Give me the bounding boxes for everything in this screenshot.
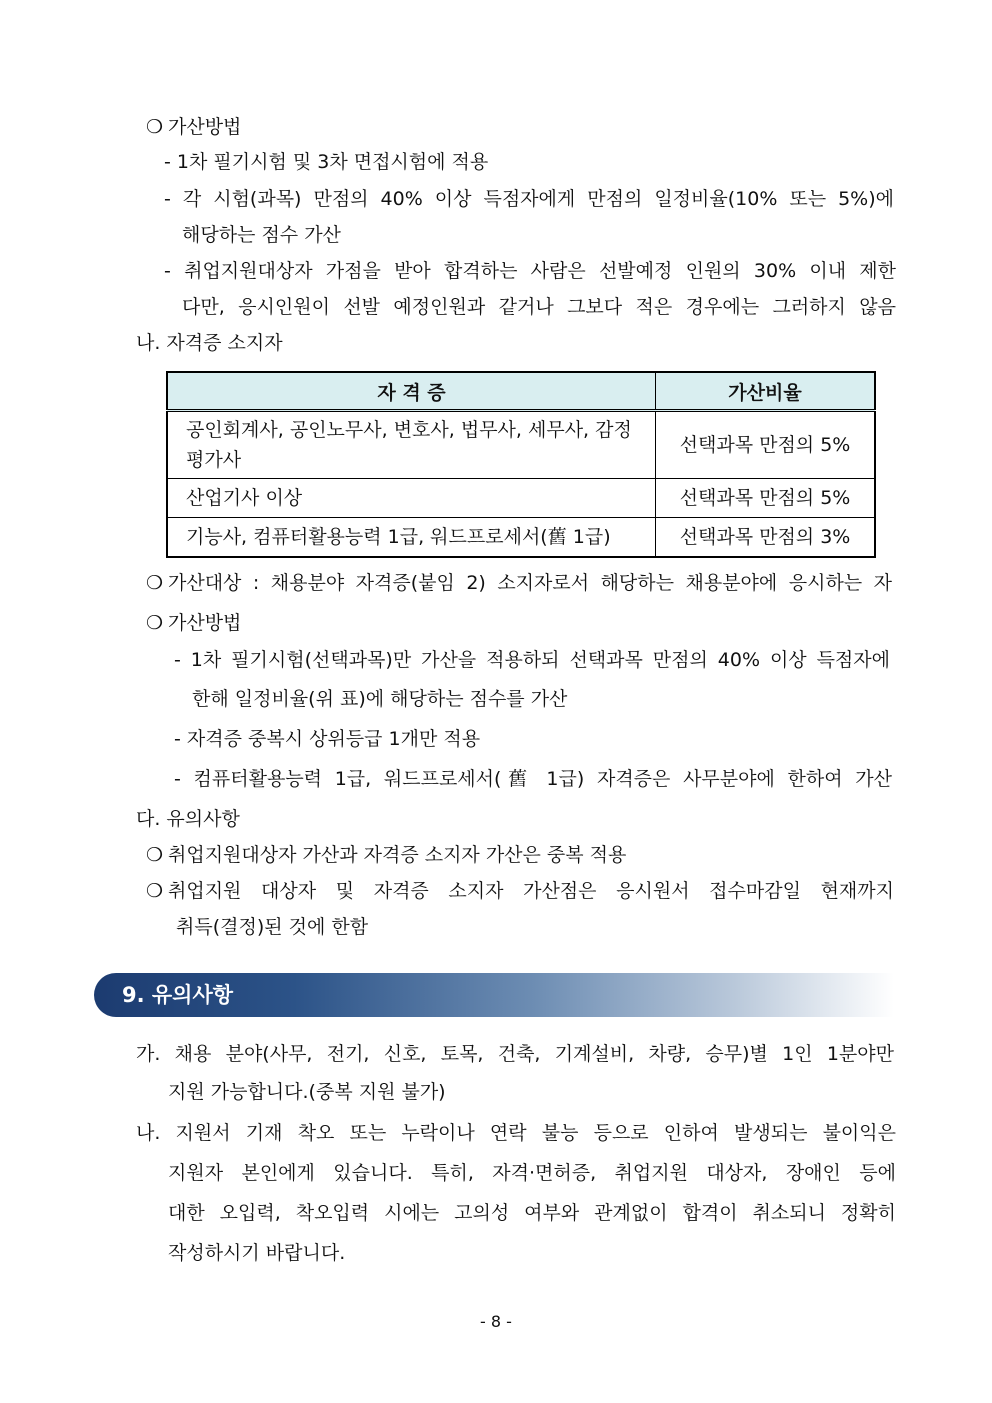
text-line: 한해 일정비율(위 표)에 해당하는 점수를 가산 [192,688,568,710]
text-line: ❍ 가산방법 [146,612,242,634]
circle-bullet-icon: ❍ [146,116,164,138]
text-line: 가. 채용 분야(사무, 전기, 신호, 토목, 건축, 기계설비, 차량, 승무)별 1인 1분야만 [136,1043,894,1065]
text-line: ❍ 취업지원 대상자 및 자격증 소지자 가산점은 응시원서 접수마감일 현재까지 [146,880,894,902]
text-line: - 1차 필기시험(선택과목)만 가산을 적용하되 선택과목 만점의 40% 이상 득점자에 [174,649,890,671]
circle-bullet-icon: ❍ [146,612,164,634]
table-cell: 선택과목 만점의 3% [656,518,876,558]
text-line: - 1차 필기시험 및 3차 면접시험에 적용 [164,151,489,173]
text-line: 취득(결정)된 것에 한함 [176,916,369,938]
circle-bullet-icon: ❍ [146,844,164,866]
table-header: 자 격 증 [167,372,656,411]
table-cell: 선택과목 만점의 5% [656,479,876,518]
table-cell: 산업기사 이상 [167,479,656,518]
text-line: 대한 오입력, 착오입력 시에는 고의성 여부와 관계없이 합격이 취소되니 정확히 [168,1202,896,1224]
text-line: 해당하는 점수 가산 [182,224,341,246]
text-line: 작성하시기 바랍니다. [168,1242,346,1264]
text-line: - 자격증 중복시 상위등급 1개만 적용 [174,728,481,750]
table-header-row [167,372,875,411]
text-line: 지원자 본인에게 있습니다. 특히, 자격·면허증, 취업지원 대상자, 장애인 등에 [168,1162,896,1184]
text-line: - 각 시험(과목) 만점의 40% 이상 득점자에게 만점의 일정비율(10% 또는 5%)에 [164,188,894,210]
certificate-table [166,371,876,558]
table-row [167,411,875,479]
table-cell: 공인회계사, 공인노무사, 변호사, 법무사, 세무사, 감정평가사 [167,411,656,479]
text-line: 지원 가능합니다.(중복 지원 불가) [168,1081,446,1103]
subsection-heading: 나. 자격증 소지자 [136,332,283,354]
text-line: - 취업지원대상자 가점을 받아 합격하는 사람은 선발예정 인원의 30% 이내 제한 [164,260,896,282]
circle-bullet-icon: ❍ [146,572,164,594]
table-row [167,479,875,518]
heading-method: ❍ 가산방법 [146,116,242,138]
text-line: - 컴퓨터활용능력 1급, 워드프로세서(舊 1급) 자격증은 사무분야에 한하여 가산 [174,768,892,790]
text-line: ❍ 가산대상 : 채용분야 자격증(붙임 2) 소지자로서 해당하는 채용분야에 응시하는 자 [146,572,892,594]
text-line: 나. 지원서 기재 착오 또는 누락이나 연락 불능 등으로 인하여 발생되는 불이익은 [136,1122,896,1144]
circle-bullet-icon: ❍ [146,880,164,902]
section-title: 9. 유의사항 [122,983,234,1007]
table-row [167,518,875,558]
table-cell: 기능사, 컴퓨터활용능력 1급, 워드프로세서(舊 1급) [167,518,656,558]
text-line: ❍ 취업지원대상자 가산과 자격증 소지자 가산은 중복 적용 [146,844,627,866]
text-line: 다만, 응시인원이 선발 예정인원과 같거나 그보다 적은 경우에는 그러하지 않음 [182,296,896,318]
table-header: 가산비율 [656,372,876,411]
subsection-heading: 다. 유의사항 [136,808,240,830]
page-number: - 8 - [480,1312,512,1331]
table-cell: 선택과목 만점의 5% [656,411,876,479]
